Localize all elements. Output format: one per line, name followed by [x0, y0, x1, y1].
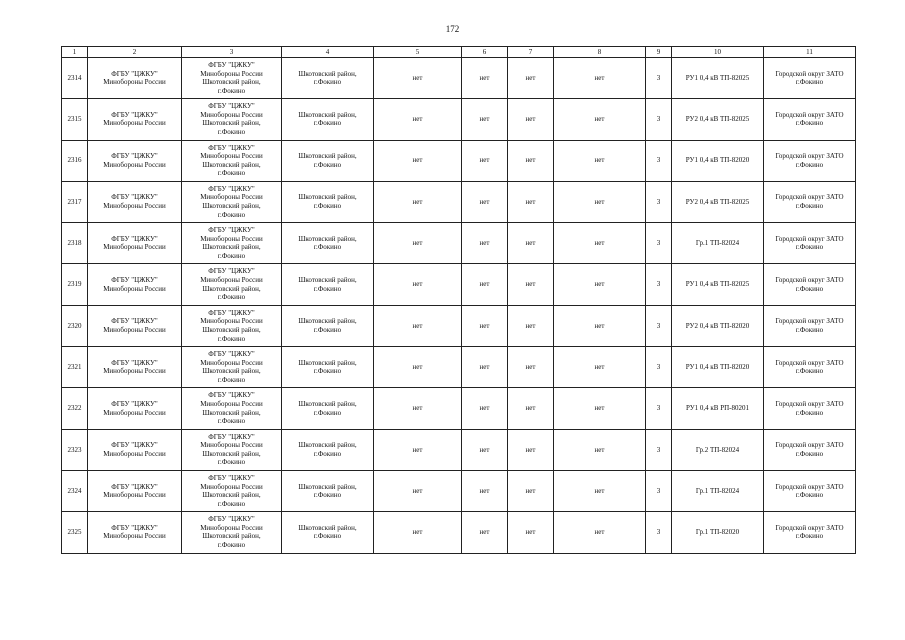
cell-line: Минобороны России	[200, 276, 263, 285]
cell-col8: нет	[554, 58, 646, 99]
cell-line: ФГБУ "ЦЖКУ"	[208, 432, 255, 441]
cell-line: г.Фокино	[795, 119, 824, 128]
column-header: 7	[508, 47, 554, 58]
cell-col6: нет	[462, 181, 508, 222]
owner-cell	[88, 223, 182, 264]
table-row	[62, 140, 856, 181]
row-number-cell: 2314	[62, 58, 88, 99]
owner-cell	[88, 181, 182, 222]
cell-line: г.Фокино	[313, 325, 342, 334]
cell-line: Городской округ ЗАТО	[775, 276, 844, 285]
cell-line: Городской округ ЗАТО	[775, 234, 844, 243]
cell-line: г.Фокино	[795, 243, 824, 252]
cell-line: г.Фокино	[217, 210, 246, 219]
cell-line: Минобороны России	[103, 408, 166, 417]
municipality-cell	[764, 388, 856, 429]
category-cell: 3	[646, 181, 672, 222]
owner-cell	[88, 429, 182, 470]
cell-line: г.Фокино	[313, 367, 342, 376]
owner-cell	[88, 305, 182, 346]
table-row	[62, 470, 856, 511]
cell-line: г.Фокино	[313, 78, 342, 87]
row-number-cell: 2315	[62, 99, 88, 140]
power-source-cell: Гр.1 ТП-82024	[672, 223, 764, 264]
cell-line: г.Фокино	[217, 169, 246, 178]
cell-col6: нет	[462, 99, 508, 140]
category-cell: 3	[646, 264, 672, 305]
cell-col7: нет	[508, 470, 554, 511]
cell-col6: нет	[462, 264, 508, 305]
power-source-cell: РУ1 0,4 кВ ТП-82025	[672, 264, 764, 305]
cell-line: Шкотовский район,	[202, 367, 261, 376]
cell-line: Минобороны России	[200, 358, 263, 367]
cell-line: Минобороны России	[103, 449, 166, 458]
cell-line: Городской округ ЗАТО	[775, 399, 844, 408]
cell-line: ФГБУ "ЦЖКУ"	[208, 60, 255, 69]
row-number-cell: 2322	[62, 388, 88, 429]
cell-line: ФГБУ "ЦЖКУ"	[208, 143, 255, 152]
category-cell: 3	[646, 99, 672, 140]
cell-line: Шкотовский район,	[202, 78, 261, 87]
cell-col5: нет	[374, 140, 462, 181]
category-cell: 3	[646, 58, 672, 99]
municipality-cell	[764, 470, 856, 511]
cell-col5: нет	[374, 388, 462, 429]
cell-col5: нет	[374, 470, 462, 511]
cell-line: г.Фокино	[795, 491, 824, 500]
power-source-cell: РУ1 0,4 кВ ТП-82020	[672, 347, 764, 388]
cell-line: г.Фокино	[313, 408, 342, 417]
cell-col6: нет	[462, 140, 508, 181]
cell-line: Шкотовский район,	[202, 491, 261, 500]
location-cell	[282, 429, 374, 470]
cell-line: г.Фокино	[795, 202, 824, 211]
cell-line: г.Фокино	[313, 491, 342, 500]
cell-line: Городской округ ЗАТО	[775, 317, 844, 326]
cell-col8: нет	[554, 140, 646, 181]
owner-address-cell	[182, 99, 282, 140]
column-header: 1	[62, 47, 88, 58]
table-row	[62, 264, 856, 305]
cell-line: Шкотовский район,	[298, 276, 357, 285]
cell-line: Городской округ ЗАТО	[775, 358, 844, 367]
location-cell	[282, 305, 374, 346]
table-row	[62, 223, 856, 264]
cell-line: Шкотовский район,	[202, 202, 261, 211]
municipality-cell	[764, 264, 856, 305]
table-row	[62, 429, 856, 470]
cell-col8: нет	[554, 512, 646, 553]
owner-address-cell	[182, 470, 282, 511]
municipality-cell	[764, 58, 856, 99]
cell-line: ФГБУ "ЦЖКУ"	[111, 358, 158, 367]
cell-line: г.Фокино	[795, 284, 824, 293]
cell-line: г.Фокино	[217, 417, 246, 426]
cell-col7: нет	[508, 429, 554, 470]
category-cell: 3	[646, 429, 672, 470]
cell-col7: нет	[508, 58, 554, 99]
cell-line: г.Фокино	[795, 367, 824, 376]
cell-line: Шкотовский район,	[202, 160, 261, 169]
municipality-cell	[764, 512, 856, 553]
cell-line: Минобороны России	[103, 532, 166, 541]
cell-line: Минобороны России	[200, 523, 263, 532]
location-cell	[282, 512, 374, 553]
cell-line: Минобороны России	[200, 317, 263, 326]
cell-line: ФГБУ "ЦЖКУ"	[111, 110, 158, 119]
row-number-cell: 2318	[62, 223, 88, 264]
category-cell: 3	[646, 305, 672, 346]
cell-line: ФГБУ "ЦЖКУ"	[111, 152, 158, 161]
cell-col8: нет	[554, 388, 646, 429]
cell-line: ФГБУ "ЦЖКУ"	[208, 267, 255, 276]
cell-line: Городской округ ЗАТО	[775, 152, 844, 161]
location-cell	[282, 181, 374, 222]
owner-address-cell	[182, 347, 282, 388]
cell-col5: нет	[374, 58, 462, 99]
municipality-cell	[764, 429, 856, 470]
cell-col7: нет	[508, 99, 554, 140]
cell-col5: нет	[374, 305, 462, 346]
cell-line: Минобороны России	[200, 110, 263, 119]
cell-line: Шкотовский район,	[298, 399, 357, 408]
column-header: 5	[374, 47, 462, 58]
cell-line: Шкотовский район,	[298, 523, 357, 532]
cell-col7: нет	[508, 305, 554, 346]
power-source-cell: РУ1 0,4 кВ РП-80201	[672, 388, 764, 429]
power-source-cell: РУ1 0,4 кВ ТП-82025	[672, 58, 764, 99]
cell-col6: нет	[462, 347, 508, 388]
cell-col5: нет	[374, 429, 462, 470]
cell-line: ФГБУ "ЦЖКУ"	[111, 234, 158, 243]
cell-line: г.Фокино	[313, 160, 342, 169]
cell-col6: нет	[462, 223, 508, 264]
cell-line: ФГБУ "ЦЖКУ"	[208, 308, 255, 317]
cell-line: Минобороны России	[200, 69, 263, 78]
cell-line: Шкотовский район,	[202, 449, 261, 458]
cell-line: г.Фокино	[313, 532, 342, 541]
cell-line: г.Фокино	[795, 408, 824, 417]
page-number: 172	[445, 24, 460, 34]
cell-line: Минобороны России	[103, 202, 166, 211]
cell-line: Шкотовский район,	[298, 358, 357, 367]
cell-line: Шкотовский район,	[298, 152, 357, 161]
cell-col8: нет	[554, 305, 646, 346]
cell-line: Минобороны России	[103, 367, 166, 376]
row-number-cell: 2323	[62, 429, 88, 470]
table-row	[62, 305, 856, 346]
row-number-cell: 2319	[62, 264, 88, 305]
cell-line: Минобороны России	[200, 441, 263, 450]
cell-line: г.Фокино	[217, 541, 246, 549]
cell-col5: нет	[374, 181, 462, 222]
cell-line: г.Фокино	[313, 202, 342, 211]
category-cell: 3	[646, 347, 672, 388]
cell-line: Шкотовский район,	[298, 193, 357, 202]
cell-line: Шкотовский район,	[298, 234, 357, 243]
cell-line: ФГБУ "ЦЖКУ"	[111, 317, 158, 326]
cell-col5: нет	[374, 347, 462, 388]
cell-line: г.Фокино	[217, 128, 246, 137]
cell-line: Минобороны России	[200, 193, 263, 202]
table-row	[62, 388, 856, 429]
cell-line: г.Фокино	[313, 284, 342, 293]
cell-line: Минобороны России	[103, 78, 166, 87]
cell-col8: нет	[554, 429, 646, 470]
power-source-cell: РУ2 0,4 кВ ТП-82025	[672, 181, 764, 222]
owner-address-cell	[182, 140, 282, 181]
cell-col7: нет	[508, 512, 554, 553]
row-number-cell: 2320	[62, 305, 88, 346]
location-cell	[282, 264, 374, 305]
cell-line: Шкотовский район,	[202, 408, 261, 417]
power-source-cell: Гр.1 ТП-82024	[672, 470, 764, 511]
cell-col6: нет	[462, 429, 508, 470]
owner-cell	[88, 347, 182, 388]
location-cell	[282, 140, 374, 181]
cell-line: ФГБУ "ЦЖКУ"	[208, 515, 255, 524]
category-cell: 3	[646, 140, 672, 181]
cell-col5: нет	[374, 264, 462, 305]
table-header	[62, 47, 856, 58]
location-cell	[282, 347, 374, 388]
cell-col8: нет	[554, 181, 646, 222]
cell-col7: нет	[508, 264, 554, 305]
owner-address-cell	[182, 181, 282, 222]
municipality-cell	[764, 140, 856, 181]
owner-cell	[88, 140, 182, 181]
table-row	[62, 181, 856, 222]
cell-line: ФГБУ "ЦЖКУ"	[208, 184, 255, 193]
cell-col5: нет	[374, 99, 462, 140]
cell-line: Шкотовский район,	[202, 325, 261, 334]
cell-line: г.Фокино	[217, 375, 246, 384]
cell-line: Шкотовский район,	[298, 69, 357, 78]
owner-address-cell	[182, 223, 282, 264]
cell-line: г.Фокино	[795, 160, 824, 169]
owner-address-cell	[182, 58, 282, 99]
column-header: 2	[88, 47, 182, 58]
cell-line: ФГБУ "ЦЖКУ"	[208, 391, 255, 400]
cell-line: г.Фокино	[217, 251, 246, 260]
location-cell	[282, 58, 374, 99]
power-source-cell: РУ1 0,4 кВ ТП-82020	[672, 140, 764, 181]
cell-line: г.Фокино	[217, 86, 246, 95]
cell-line: Городской округ ЗАТО	[775, 482, 844, 491]
register-table	[61, 46, 856, 554]
cell-line: Минобороны России	[200, 399, 263, 408]
cell-line: Городской округ ЗАТО	[775, 523, 844, 532]
cell-line: Городской округ ЗАТО	[775, 441, 844, 450]
municipality-cell	[764, 99, 856, 140]
table-body	[62, 58, 856, 554]
cell-line: г.Фокино	[217, 458, 246, 467]
owner-cell	[88, 470, 182, 511]
cell-line: Шкотовский район,	[202, 284, 261, 293]
column-header: 8	[554, 47, 646, 58]
cell-line: г.Фокино	[313, 243, 342, 252]
power-source-cell: Гр.2 ТП-82024	[672, 429, 764, 470]
location-cell	[282, 223, 374, 264]
category-cell: 3	[646, 223, 672, 264]
column-header: 4	[282, 47, 374, 58]
location-cell	[282, 470, 374, 511]
cell-line: Шкотовский район,	[202, 119, 261, 128]
column-header: 9	[646, 47, 672, 58]
cell-line: г.Фокино	[313, 449, 342, 458]
municipality-cell	[764, 181, 856, 222]
owner-cell	[88, 99, 182, 140]
row-number-cell: 2321	[62, 347, 88, 388]
cell-col7: нет	[508, 181, 554, 222]
power-source-cell: Гр.1 ТП-82020	[672, 512, 764, 553]
table-row	[62, 58, 856, 99]
owner-address-cell	[182, 264, 282, 305]
cell-col6: нет	[462, 305, 508, 346]
row-number-cell: 2316	[62, 140, 88, 181]
table-row	[62, 99, 856, 140]
row-number-cell: 2317	[62, 181, 88, 222]
cell-line: ФГБУ "ЦЖКУ"	[111, 69, 158, 78]
cell-line: Минобороны России	[103, 284, 166, 293]
owner-cell	[88, 388, 182, 429]
cell-line: Минобороны России	[103, 325, 166, 334]
category-cell: 3	[646, 470, 672, 511]
cell-col7: нет	[508, 140, 554, 181]
cell-col8: нет	[554, 470, 646, 511]
cell-line: ФГБУ "ЦЖКУ"	[208, 226, 255, 235]
cell-line: ФГБУ "ЦЖКУ"	[111, 441, 158, 450]
cell-line: г.Фокино	[795, 532, 824, 541]
cell-line: ФГБУ "ЦЖКУ"	[111, 399, 158, 408]
row-number-cell: 2325	[62, 512, 88, 553]
cell-col6: нет	[462, 512, 508, 553]
cell-line: Городской округ ЗАТО	[775, 193, 844, 202]
municipality-cell	[764, 223, 856, 264]
cell-line: г.Фокино	[217, 293, 246, 302]
cell-line: Минобороны России	[103, 243, 166, 252]
column-header: 6	[462, 47, 508, 58]
column-header: 3	[182, 47, 282, 58]
cell-col6: нет	[462, 470, 508, 511]
cell-line: ФГБУ "ЦЖКУ"	[208, 102, 255, 111]
cell-line: Шкотовский район,	[298, 441, 357, 450]
cell-line: Шкотовский район,	[298, 482, 357, 491]
cell-col8: нет	[554, 347, 646, 388]
cell-line: г.Фокино	[313, 119, 342, 128]
power-source-cell: РУ2 0,4 кВ ТП-82025	[672, 99, 764, 140]
cell-col6: нет	[462, 58, 508, 99]
cell-line: ФГБУ "ЦЖКУ"	[111, 193, 158, 202]
cell-line: г.Фокино	[217, 499, 246, 508]
owner-cell	[88, 512, 182, 553]
cell-line: Городской округ ЗАТО	[775, 110, 844, 119]
cell-line: Городской округ ЗАТО	[775, 69, 844, 78]
municipality-cell	[764, 347, 856, 388]
cell-col7: нет	[508, 388, 554, 429]
municipality-cell	[764, 305, 856, 346]
category-cell: 3	[646, 512, 672, 553]
header-row	[62, 47, 856, 58]
cell-line: ФГБУ "ЦЖКУ"	[111, 523, 158, 532]
cell-line: Минобороны России	[200, 482, 263, 491]
cell-line: Минобороны России	[103, 491, 166, 500]
owner-address-cell	[182, 305, 282, 346]
table-row	[62, 347, 856, 388]
cell-line: г.Фокино	[795, 449, 824, 458]
cell-line: Шкотовский район,	[202, 532, 261, 541]
power-source-cell: РУ2 0,4 кВ ТП-82020	[672, 305, 764, 346]
cell-line: г.Фокино	[795, 325, 824, 334]
column-header: 11	[764, 47, 856, 58]
cell-line: г.Фокино	[795, 78, 824, 87]
cell-col5: нет	[374, 512, 462, 553]
cell-line: Минобороны России	[103, 160, 166, 169]
cell-line: ФГБУ "ЦЖКУ"	[111, 276, 158, 285]
cell-line: Шкотовский район,	[202, 243, 261, 252]
cell-col8: нет	[554, 99, 646, 140]
column-header: 10	[672, 47, 764, 58]
cell-line: Минобороны России	[200, 234, 263, 243]
cell-line: Шкотовский район,	[298, 317, 357, 326]
cell-col6: нет	[462, 388, 508, 429]
owner-address-cell	[182, 512, 282, 553]
cell-col5: нет	[374, 223, 462, 264]
cell-col8: нет	[554, 223, 646, 264]
cell-line: ФГБУ "ЦЖКУ"	[208, 473, 255, 482]
cell-line: г.Фокино	[217, 334, 246, 343]
owner-address-cell	[182, 388, 282, 429]
location-cell	[282, 388, 374, 429]
table-row	[62, 512, 856, 553]
location-cell	[282, 99, 374, 140]
cell-line: ФГБУ "ЦЖКУ"	[111, 482, 158, 491]
cell-line: ФГБУ "ЦЖКУ"	[208, 350, 255, 359]
category-cell: 3	[646, 388, 672, 429]
cell-col7: нет	[508, 223, 554, 264]
cell-line: Минобороны России	[200, 152, 263, 161]
cell-col8: нет	[554, 264, 646, 305]
cell-line: Шкотовский район,	[298, 110, 357, 119]
owner-cell	[88, 264, 182, 305]
row-number-cell: 2324	[62, 470, 88, 511]
owner-cell	[88, 58, 182, 99]
cell-col7: нет	[508, 347, 554, 388]
owner-address-cell	[182, 429, 282, 470]
cell-line: Минобороны России	[103, 119, 166, 128]
